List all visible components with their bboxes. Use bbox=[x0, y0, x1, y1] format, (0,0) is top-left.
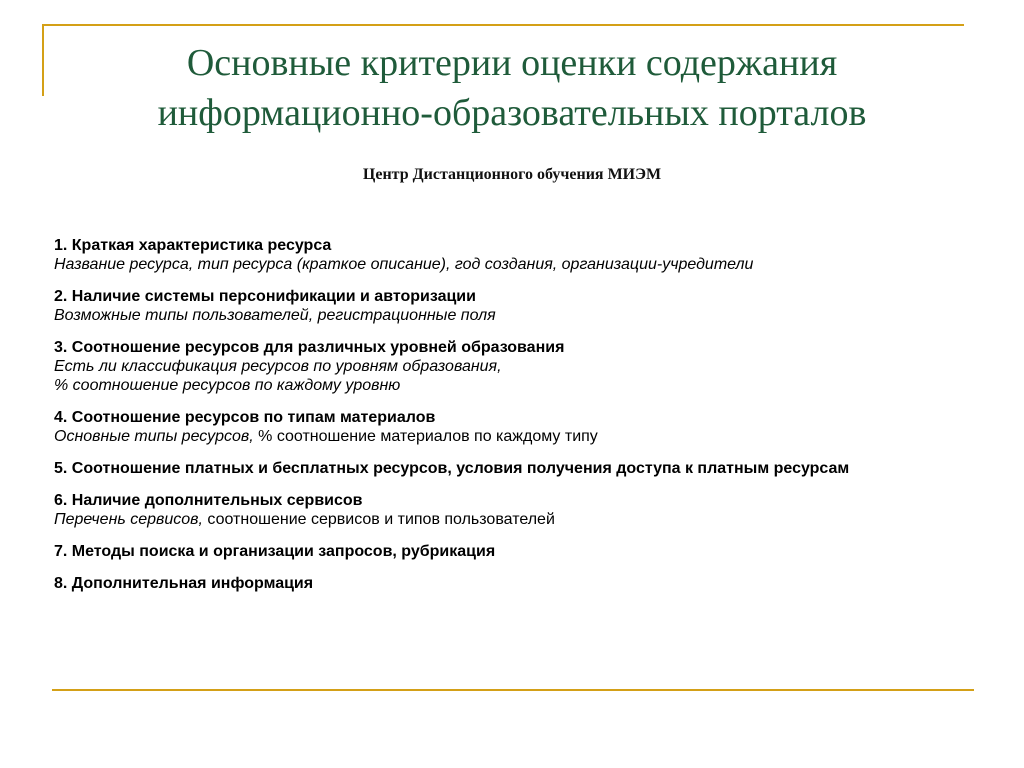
criterion-7 bbox=[54, 542, 974, 561]
criteria-list bbox=[54, 236, 974, 606]
criterion-heading: 2. Наличие системы персонификации и авторизации bbox=[54, 288, 476, 305]
criterion-heading: 6. Наличие дополнительных сервисов bbox=[54, 492, 363, 509]
criterion-description-italic: Основные типы ресурсов, bbox=[54, 428, 254, 445]
decorative-frame-top bbox=[42, 24, 964, 26]
criterion-3 bbox=[54, 338, 974, 395]
criterion-heading: 5. Соотношение платных и бесплатных ресурсов, условия получения доступа к платным ресурсам bbox=[54, 460, 850, 477]
slide-title-line-2: информационно-образовательных порталов bbox=[157, 92, 867, 134]
criterion-description-italic: Есть ли классификация ресурсов по уровням образования, bbox=[54, 358, 502, 375]
criterion-heading: 3. Соотношение ресурсов для различных уровней образования bbox=[54, 339, 565, 356]
criterion-description bbox=[54, 357, 974, 395]
criterion-heading: 4. Соотношение ресурсов по типам материалов bbox=[54, 409, 436, 426]
criterion-8 bbox=[54, 574, 974, 593]
criterion-5 bbox=[54, 459, 974, 478]
criterion-description-plain: % соотношение материалов по каждому типу bbox=[253, 428, 598, 445]
criterion-6 bbox=[54, 491, 974, 529]
criterion-description-plain: соотношение сервисов и типов пользователей bbox=[202, 511, 555, 528]
criterion-heading: 1. Краткая характеристика ресурса bbox=[54, 237, 332, 254]
criterion-description bbox=[54, 510, 974, 529]
decorative-frame-bottom bbox=[52, 689, 974, 691]
criterion-2 bbox=[54, 287, 974, 325]
criterion-description bbox=[54, 306, 974, 325]
criterion-4 bbox=[54, 408, 974, 446]
decorative-frame-left bbox=[42, 24, 44, 96]
criterion-description-italic-line-2: % соотношение ресурсов по каждому уровню bbox=[54, 377, 401, 394]
slide-title bbox=[60, 38, 964, 138]
criterion-description-italic: Возможные типы пользователей, регистрационные поля bbox=[54, 307, 496, 324]
slide-subtitle: Центр Дистанционного обучения МИЭМ bbox=[362, 166, 662, 183]
slide-title-line-1: Основные критерии оценки содержания bbox=[186, 42, 838, 84]
criterion-1 bbox=[54, 236, 974, 274]
criterion-description-italic: Название ресурса, тип ресурса (краткое описание), год создания, организации-учредители bbox=[54, 256, 754, 273]
criterion-heading: 8. Дополнительная информация bbox=[54, 575, 314, 592]
criterion-description bbox=[54, 427, 974, 446]
criterion-heading: 7. Методы поиска и организации запросов, рубрикация bbox=[54, 543, 496, 560]
criterion-description bbox=[54, 255, 974, 274]
criterion-description-italic: Перечень сервисов, bbox=[54, 511, 203, 528]
